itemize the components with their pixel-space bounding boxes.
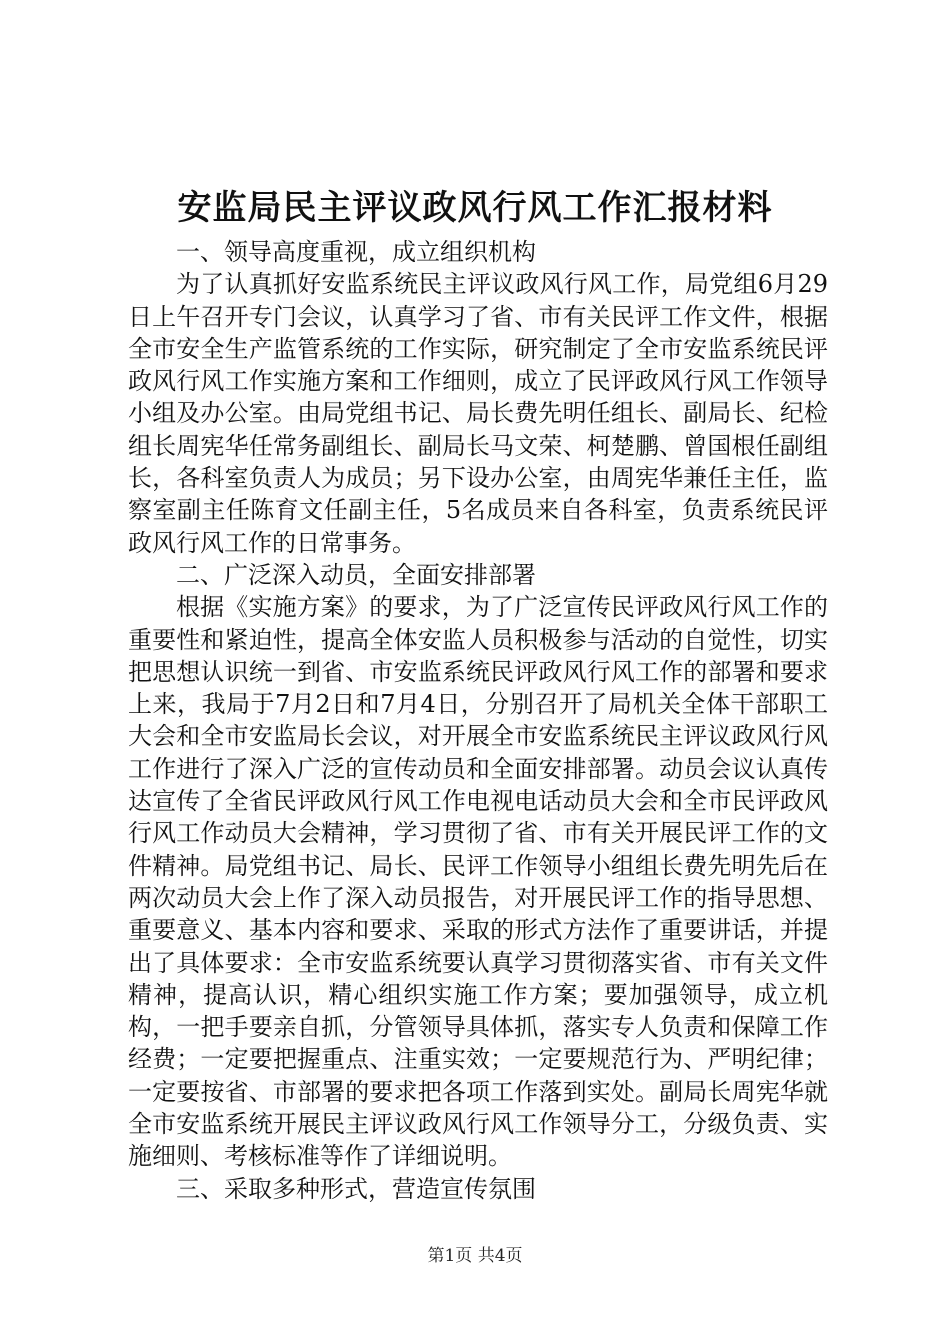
document-body xyxy=(128,236,828,1205)
section-3-heading: 三、采取多种形式，营造宣传氛围 xyxy=(176,1174,536,1203)
section-1-paragraph: 为了认真抓好安监系统民主评议政风行风工作，局党组6月29日上午召开专门会议，认真学习了省、市有关民评工作文件，根据全市安全生产监管系统的工作实际，研究制定了全市安监系统民评政风行风工作实施方案和工作细则，成立了民评政风行风工作领导小组及办公室。由局党组书记、局长费先明任组长、副局长、纪检组长周宪华任常务副组长、副局长马文荣、柯楚鹏、曾国根任副组长，各科室负责人为成员；另下设办公室，由周宪华兼任主任，监察室副主任陈育文任副主任，5名成员来自各科室，负责系统民评政风行风工作的日常事务。 xyxy=(128,270,828,557)
section-2-paragraph: 根据《实施方案》的要求，为了广泛宣传民评政风行风工作的重要性和紧迫性，提高全体安监人员积极参与活动的自觉性，切实把思想认识统一到省、市安监系统民评政风行风工作的部署和要求上来，我局于7月2日和7月4日，分别召开了局机关全体干部职工大会和全市安监局长会议，对开展全市安监系统民主评议政风行风工作进行了深入广泛的宣传动员和全面安排部署。动员会议认真传达宣传了全省民评政风行风工作电视电话动员大会和全市民评政风行风工作动员大会精神，学习贯彻了省、市有关开展民评工作的文件精神。局党组书记、局长、民评工作领导小组组长费先明先后在两次动员大会上作了深入动员报告，对开展民评工作的指导思想、重要意义、基本内容和要求、采取的形式方法作了重要讲话，并提出了具体要求：全市安监系统要认真学习贯彻落实省、市有关文件精神，提高认识，精心组织实施工作方案；要加强领导，成立机构，一把手要亲自抓，分管领导具体抓，落实专人负责和保障工作经费；一定要把握重点、注重实效；一定要规范行为、严明纪律；一定要按省、市部署的要求把各项工作落到实处。副局长周宪华就全市安监系统开展民主评议政风行风工作领导分工，分级负责、实施细则、考核标准等作了详细说明。 xyxy=(128,593,828,1171)
section-1-heading: 一、领导高度重视，成立组织机构 xyxy=(176,238,536,266)
document-title: 安监局民主评议政风行风工作汇报材料 xyxy=(177,188,773,228)
section-2-heading: 二、广泛深入动员，全面安排部署 xyxy=(176,560,536,589)
page-number-footer: 第1页 共4页 xyxy=(427,1246,523,1266)
